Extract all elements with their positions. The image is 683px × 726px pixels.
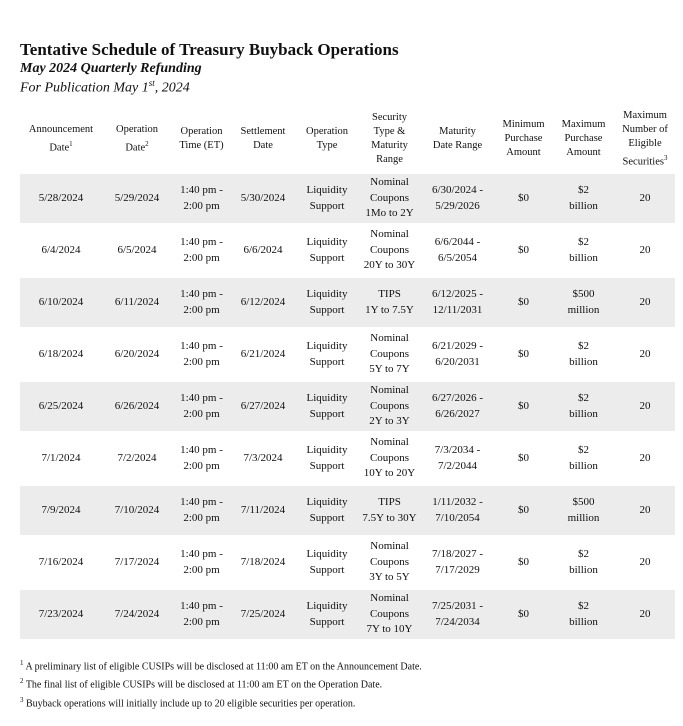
operation-type-line: Support [309,251,345,264]
maturity-range-cell [420,277,495,329]
operation-type-cell [295,537,359,589]
maturity-range-cell [420,537,495,589]
announcement-date-cell: 6/25/2024 [20,381,102,433]
column-header [615,104,675,174]
table-row [20,225,675,277]
footnote-marker: 2 [145,139,149,148]
maturity-range-cell [420,433,495,485]
minimum-amount-cell: $0 [495,329,552,381]
table-row [20,485,675,537]
maturity-range-cell [420,381,495,433]
security-range-line: Coupons [369,607,410,620]
maturity-range-line: 6/5/2054 [437,251,478,264]
operation-type-cell [295,174,359,225]
column-header-line: Settlement [240,126,286,137]
operation-time-cell [172,537,231,589]
maturity-range-line: 6/6/2044 - [434,236,481,248]
announcement-date-cell: 7/1/2024 [20,433,102,485]
max-securities-cell: 20 [615,485,675,537]
maximum-amount-cell [552,174,615,225]
page-title: Tentative Schedule of Treasury Buyback Operations [20,40,399,59]
settlement-date-cell: 7/25/2024 [231,589,295,641]
table-row [20,329,675,381]
security-range-line: TIPS [378,496,401,508]
maximum-amount-line: billion [569,563,598,576]
minimum-amount-cell: $0 [495,381,552,433]
operation-type-line: Liquidity [306,496,348,508]
maturity-range-line: 6/21/2029 - [431,340,484,352]
maximum-amount-line: $2 [578,548,589,560]
footnote-marker: 2 [20,677,24,686]
maximum-amount-line: billion [569,199,598,212]
column-header-line: Amount [566,147,601,158]
operation-type-cell [295,277,359,329]
publication-sup: st [148,78,155,88]
operation-time-cell [172,381,231,433]
operation-type-line: Liquidity [306,444,348,456]
security-range-line: 10Y to 20Y [363,467,416,480]
security-range-line: 1Y to 7.5Y [365,303,414,316]
operation-type-line: Liquidity [306,288,348,300]
maximum-amount-cell [552,485,615,537]
settlement-date-cell: 6/6/2024 [231,225,295,277]
column-header [359,104,420,174]
table-row [20,433,675,485]
operation-time-cell [172,433,231,485]
footnotes [20,656,422,711]
security-range-cell [359,329,420,381]
announcement-date-cell: 6/4/2024 [20,225,102,277]
maturity-range-line: 7/18/2027 - [431,548,484,560]
operation-time-line: 1:40 pm - [180,288,223,300]
operation-date-cell: 6/20/2024 [102,329,172,381]
maximum-amount-line: $2 [578,392,589,404]
maximum-amount-cell [552,381,615,433]
operation-type-line: Support [309,459,345,472]
column-header-line: Type [316,140,338,151]
operation-type-line: Liquidity [306,548,348,560]
publication-date [20,78,190,97]
minimum-amount-cell: $0 [495,225,552,277]
column-header-line: Type & [373,126,406,137]
operation-time-line: 2:00 pm [183,355,220,368]
operation-type-line: Liquidity [306,184,348,196]
column-header [102,104,172,174]
maximum-amount-line: billion [569,407,598,420]
announcement-date-cell: 6/18/2024 [20,329,102,381]
column-header-line: Date$^2$ [125,139,149,154]
maturity-range-cell [420,589,495,641]
maximum-amount-line: $500 [572,288,595,300]
operation-time-cell [172,485,231,537]
column-header-line: Maturity [371,140,408,151]
security-range-cell [359,225,420,277]
maturity-range-line: 7/3/2034 - [434,444,481,456]
max-securities-cell: 20 [615,277,675,329]
column-header-line: Eligible [628,137,662,149]
operation-date-cell: 6/11/2024 [102,277,172,329]
column-header-line: Operation [306,126,348,137]
maturity-range-line: 7/17/2029 [435,563,480,576]
maturity-range-line: 5/29/2026 [435,199,480,212]
footnote [20,674,422,692]
column-header [231,104,295,174]
security-range-line: Nominal [370,592,409,605]
column-header-line: Range [376,154,403,165]
column-header-line: Announcement [28,123,94,135]
column-header-line: Security [372,112,407,123]
operation-type-line: Support [309,303,345,316]
security-range-line: 20Y to 30Y [363,259,416,272]
column-header-line: Amount [506,147,541,158]
operation-type-cell [295,225,359,277]
maturity-range-line: 7/25/2031 - [431,600,484,612]
maturity-range-cell [420,329,495,381]
announcement-date-cell: 7/9/2024 [20,485,102,537]
footnote-marker: 3 [20,695,24,704]
operation-type-line: Liquidity [306,236,348,248]
maximum-amount-line: $2 [578,444,589,456]
footnote-text: A preliminary list of eligible CUSIPs will be disclosed at 11:00 am ET on the Announcement Date. [25,661,422,673]
maximum-amount-cell [552,589,615,641]
max-securities-cell: 20 [615,225,675,277]
column-header-line: Date Range [432,140,483,151]
maturity-range-line: 6/27/2026 - [431,392,484,404]
header-row [20,104,675,174]
footnote [20,656,422,674]
operation-time-line: 1:40 pm - [180,340,223,352]
maximum-amount-line: $2 [578,236,589,248]
footnote-marker: 3 [663,153,668,162]
table-row [20,381,675,433]
operation-type-line: Support [309,615,345,628]
minimum-amount-cell: $0 [495,537,552,589]
operation-type-cell [295,589,359,641]
operation-type-cell [295,485,359,537]
security-range-line: Nominal [370,384,409,397]
security-range-line: Nominal [370,176,409,189]
minimum-amount-cell: $0 [495,277,552,329]
maximum-amount-line: million [567,511,600,524]
column-header [295,104,359,174]
publication-prefix: For Publication May 1 [20,80,149,96]
maturity-range-line: 12/11/2031 [432,303,483,316]
operation-time-line: 1:40 pm - [180,496,223,508]
operation-type-line: Liquidity [306,600,348,612]
page-subtitle: May 2024 Quarterly Refunding [20,61,202,76]
column-header [172,104,231,174]
operation-date-cell: 7/10/2024 [102,485,172,537]
operation-time-line: 2:00 pm [183,407,220,420]
column-header [20,104,102,174]
security-range-line: 2Y to 3Y [369,415,410,428]
maximum-amount-line: $2 [578,184,589,196]
maturity-range-line: 6/12/2025 - [431,288,484,300]
publication-suffix: , 2024 [154,80,190,96]
security-range-line: 1Mo to 2Y [365,207,414,220]
operation-time-line: 2:00 pm [183,199,220,212]
max-securities-cell: 20 [615,329,675,381]
column-header-line: Operation [180,126,223,137]
operation-time-cell [172,277,231,329]
maturity-range-cell [420,174,495,225]
operation-type-line: Liquidity [306,340,348,352]
column-header [420,104,495,174]
announcement-date-cell: 6/10/2024 [20,277,102,329]
security-range-line: Coupons [369,399,410,412]
maximum-amount-line: $2 [578,340,589,352]
max-securities-cell: 20 [615,537,675,589]
footnote [20,693,422,711]
column-header-line: Securities$^3$ [622,153,668,168]
column-header-line: Time (ET) [179,140,224,151]
operation-time-line: 2:00 pm [183,303,220,316]
announcement-date-cell: 7/16/2024 [20,537,102,589]
security-range-line: 7Y to 10Y [366,623,413,636]
security-range-line: Coupons [369,243,410,256]
column-header-line: Purchase [504,133,543,144]
security-range-line: 7.5Y to 30Y [362,511,417,524]
settlement-date-cell: 6/21/2024 [231,329,295,381]
maximum-amount-cell [552,277,615,329]
settlement-date-cell: 6/12/2024 [231,277,295,329]
security-range-line: Nominal [370,332,409,345]
settlement-date-cell: 7/3/2024 [231,433,295,485]
maturity-range-line: 7/24/2034 [435,615,480,628]
table-body [20,174,675,641]
security-range-line: Nominal [370,228,409,241]
maturity-range-line: 6/20/2031 [435,355,480,368]
operation-time-line: 2:00 pm [183,251,220,264]
column-header [495,104,552,174]
security-range-line: Nominal [370,436,409,449]
security-range-cell [359,589,420,641]
settlement-date-cell: 7/11/2024 [231,485,295,537]
maximum-amount-cell [552,329,615,381]
column-header-line: Maximum [623,109,667,121]
operation-date-cell: 5/29/2024 [102,174,172,225]
settlement-date-cell: 7/18/2024 [231,537,295,589]
security-range-line: 5Y to 7Y [369,363,410,376]
maximum-amount-line: billion [569,459,598,472]
column-header-line: Maturity [439,126,476,137]
operation-type-line: Support [309,563,345,576]
operation-date-cell: 7/2/2024 [102,433,172,485]
footnote-marker: 1 [69,139,73,148]
operation-type-cell [295,381,359,433]
operation-time-line: 2:00 pm [183,459,220,472]
security-range-cell [359,381,420,433]
operation-date-cell: 6/26/2024 [102,381,172,433]
announcement-date-cell: 5/28/2024 [20,174,102,225]
operation-type-line: Support [309,199,345,212]
operation-time-line: 1:40 pm - [180,444,223,456]
footnote-text: Buyback operations will initially include up to 20 eligible securities per operation. [26,697,356,709]
footnote-text: The final list of eligible CUSIPs will be disclosed at 11:00 am ET on the Operation Date. [25,679,383,691]
maximum-amount-line: billion [569,355,598,368]
maximum-amount-line: billion [569,615,598,628]
security-range-cell [359,537,420,589]
minimum-amount-cell: $0 [495,589,552,641]
security-range-cell [359,485,420,537]
operation-time-line: 1:40 pm - [180,184,223,196]
maximum-amount-line: $500 [572,496,595,508]
security-range-line: Coupons [369,347,410,360]
minimum-amount-cell: $0 [495,485,552,537]
maturity-range-cell [420,485,495,537]
schedule-table [20,104,675,642]
maximum-amount-cell [552,433,615,485]
footnote-marker: 1 [20,659,24,667]
max-securities-cell: 20 [615,433,675,485]
operation-date-cell: 7/17/2024 [102,537,172,589]
security-range-cell [359,433,420,485]
operation-type-cell [295,329,359,381]
table-row [20,589,675,641]
column-header-line: Minimum [502,119,545,130]
max-securities-cell: 20 [615,381,675,433]
operation-time-cell [172,589,231,641]
operation-type-line: Support [309,407,345,420]
security-range-line: Coupons [369,451,410,464]
column-header-line: Date$^1$ [49,139,73,154]
maturity-range-line: 1/11/2032 - [432,496,483,508]
column-header-line: Number of [622,123,668,135]
operation-time-cell [172,174,231,225]
operation-type-line: Support [309,355,345,368]
maximum-amount-cell [552,537,615,589]
maximum-amount-line: million [567,303,600,316]
settlement-date-cell: 6/27/2024 [231,381,295,433]
security-range-cell [359,174,420,225]
table-row [20,277,675,329]
maturity-range-line: 7/10/2054 [435,511,480,524]
column-header-line: Date [253,140,273,151]
security-range-line: Coupons [369,191,410,204]
operation-time-line: 1:40 pm - [180,600,223,612]
minimum-amount-cell: $0 [495,433,552,485]
security-range-line: Nominal [370,540,409,553]
table-row [20,174,675,225]
operation-time-line: 1:40 pm - [180,236,223,248]
security-range-line: 3Y to 5Y [369,571,410,584]
table-row [20,537,675,589]
operation-type-line: Liquidity [306,392,348,404]
column-header-line: Purchase [564,133,603,144]
operation-time-line: 1:40 pm - [180,548,223,560]
maximum-amount-line: $2 [578,600,589,612]
security-range-line: TIPS [378,288,401,300]
security-range-cell [359,277,420,329]
operation-time-cell [172,225,231,277]
settlement-date-cell: 5/30/2024 [231,174,295,225]
maturity-range-line: 6/26/2027 [435,407,480,420]
operation-time-line: 2:00 pm [183,511,220,524]
operation-date-cell: 7/24/2024 [102,589,172,641]
operation-time-line: 2:00 pm [183,615,220,628]
operation-time-line: 2:00 pm [183,563,220,576]
maturity-range-line: 6/30/2024 - [431,184,484,196]
minimum-amount-cell: $0 [495,174,552,225]
column-header-line: Operation [116,123,158,135]
max-securities-cell: 20 [615,174,675,225]
column-header [552,104,615,174]
operation-time-line: 1:40 pm - [180,392,223,404]
column-header-line: Maximum [561,119,606,130]
maturity-range-line: 7/2/2044 [437,459,478,472]
maximum-amount-cell [552,225,615,277]
announcement-date-cell: 7/23/2024 [20,589,102,641]
operation-time-cell [172,329,231,381]
security-range-line: Coupons [369,555,410,568]
max-securities-cell: 20 [615,589,675,641]
operation-date-cell: 6/5/2024 [102,225,172,277]
maximum-amount-line: billion [569,251,598,264]
maturity-range-cell [420,225,495,277]
operation-type-line: Support [309,511,345,524]
operation-type-cell [295,433,359,485]
